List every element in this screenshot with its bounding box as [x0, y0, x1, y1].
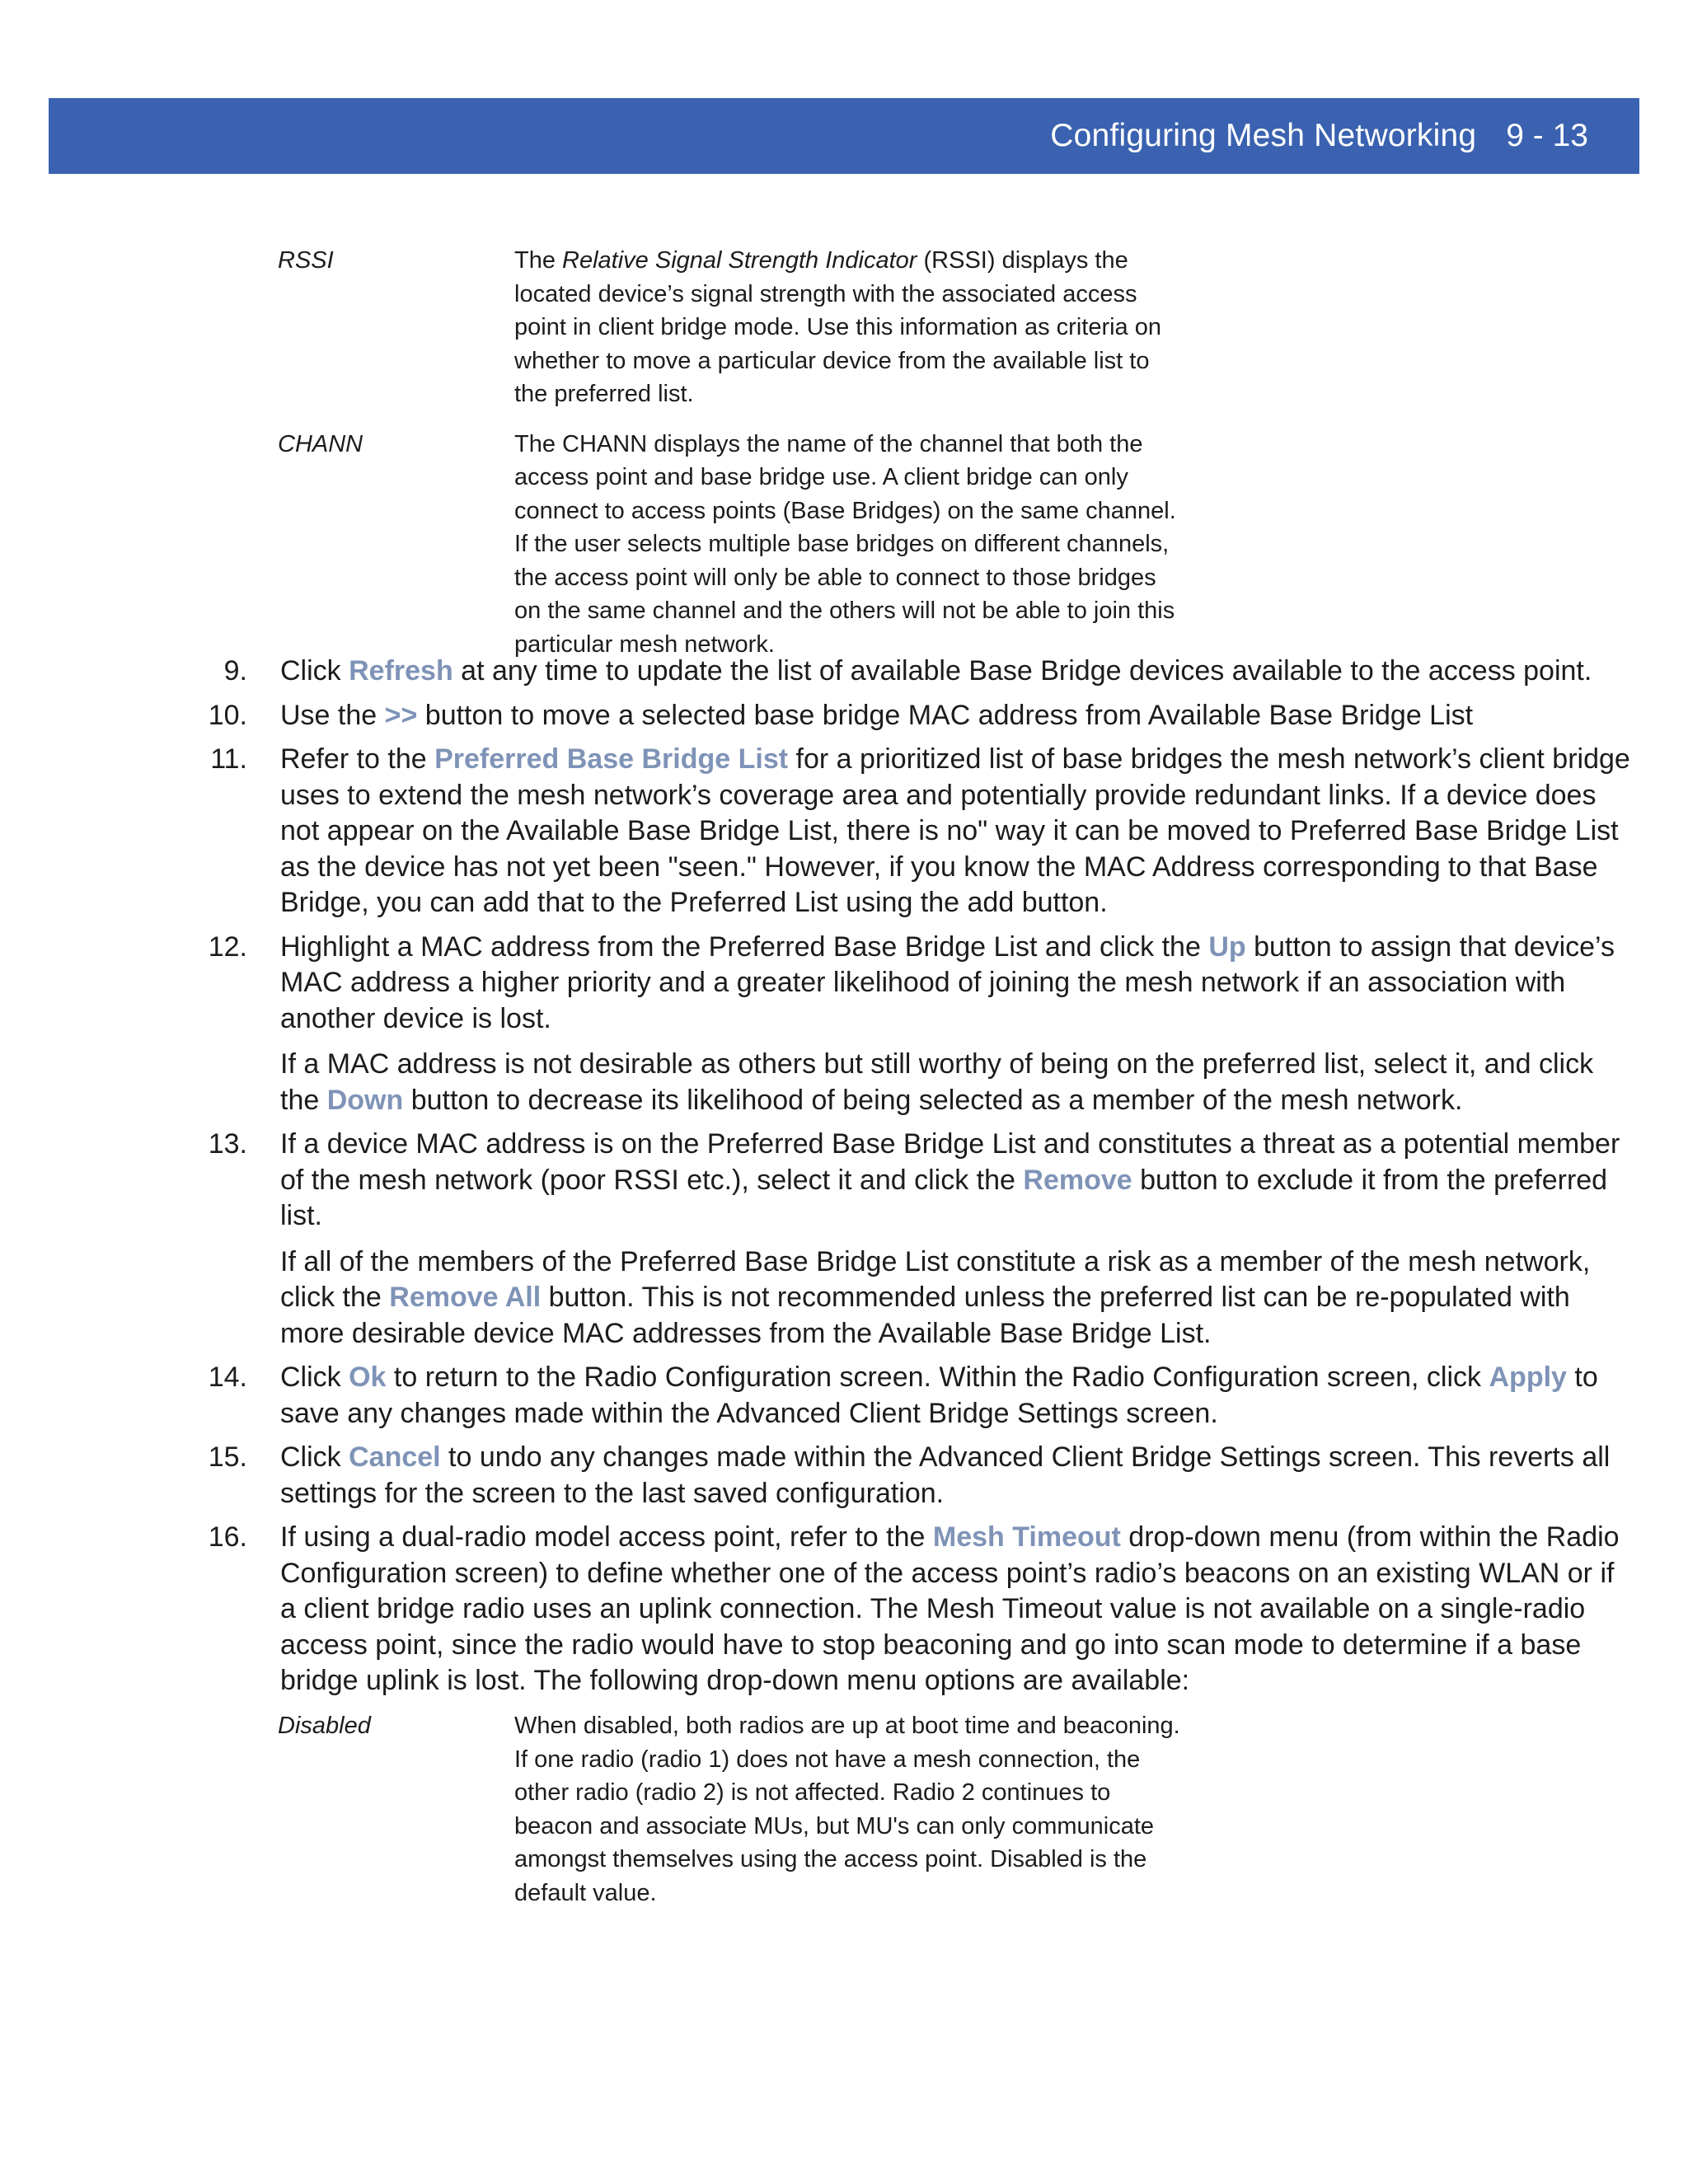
- step-body: [280, 742, 1632, 921]
- ui-term-ok: Ok: [349, 1361, 387, 1393]
- step-paragraph: Click Cancel to undo any changes made within the Advanced Client Bridge Settings screen. This reverts all settings for the screen to the last saved configuration.: [280, 1441, 1611, 1509]
- definition-term: CHANN: [278, 430, 363, 457]
- ui-term-apply: Apply: [1489, 1361, 1567, 1393]
- definition-term: RSSI: [278, 247, 334, 274]
- step-item: [198, 1440, 1611, 1511]
- ui-term-down: Down: [326, 1084, 404, 1116]
- definition-description: When disabled, both radios are up at boot time and beaconing. If one radio (radio 1) does not have a mesh connection, the other radio (radio 2) is not affected. Radio 2 continues to beacon and associate MUs, but MU's can only communicate amongst themselves using the access point. Disabled is the default value.: [514, 1713, 1180, 1906]
- step-body: [280, 654, 1632, 690]
- definition-description: The CHANN displays the name of the channel that both the access point and base bridge use. A client bridge can only connect to access points (Base Bridges) on the same channel. If the user selects multiple base bridges on different channels, the access point will only be able to connect to those bridges on the same channel and the others will not be able to join this particular mesh network.: [514, 430, 1176, 658]
- definition-table-top: [278, 244, 1184, 677]
- ui-term-: >>: [384, 699, 418, 731]
- step-number: 11.: [210, 743, 247, 775]
- ui-term-preferred-base-bridge-list: Preferred Base Bridge List: [434, 743, 789, 775]
- emphasis-text: Relative Signal Strength Indicator: [562, 247, 917, 274]
- ui-term-refresh: Refresh: [349, 655, 453, 687]
- definition-row: [278, 244, 1184, 411]
- step-body: [280, 930, 1632, 1119]
- step-paragraph: Click Ok to return to the Radio Configuration screen. Within the Radio Configuration screen, click Apply to save any changes made within the Advanced Client Bridge Settings screen.: [280, 1361, 1598, 1429]
- step-body: [280, 1127, 1632, 1352]
- step-item: [198, 698, 1582, 734]
- step-body: [280, 1440, 1632, 1511]
- step-paragraph: Use the >> button to move a selected base bridge MAC address from Available Base Bridge List: [280, 699, 1474, 731]
- step-number: 10.: [208, 699, 247, 731]
- ui-term-remove: Remove: [1023, 1164, 1132, 1196]
- step-number: 13.: [208, 1128, 247, 1160]
- step-item: [198, 1127, 1620, 1352]
- step-item: [198, 1360, 1598, 1432]
- page-number: 9 - 13: [1506, 118, 1588, 153]
- step-paragraph: If all of the members of the Preferred Base Bridge List constitute a risk as a member of the mesh network, click the Remove All button. This is not recommended unless the preferred list can be re-populated with more desirable device MAC addresses from the Available Base Bridge List.: [280, 1245, 1591, 1349]
- step-number: 14.: [208, 1361, 247, 1393]
- step-paragraph: If a MAC address is not desirable as others but still worthy of being on the preferred list, select it, and click the Down button to decrease its likelihood of being selected as a member of the mesh network.: [280, 1048, 1594, 1116]
- step-paragraph: Refer to the Preferred Base Bridge List for a prioritized list of base bridges the mesh network’s client bridge uses to extend the mesh network’s coverage area and potentially provide redundant links. If a device does not appear on the Available Base Bridge List, there is no" way it can be moved to Preferred Base Bridge List as the device has not yet been "seen." However, if you know the MAC Address corresponding to that Base Bridge, you can add that to the Preferred List using the add button.: [280, 743, 1630, 918]
- step-item: [198, 930, 1615, 1119]
- definition-row: [278, 428, 1184, 662]
- ui-term-up: Up: [1208, 930, 1246, 963]
- step-number: 12.: [208, 930, 247, 963]
- ui-term-mesh-timeout: Mesh Timeout: [932, 1521, 1121, 1553]
- step-paragraph: Highlight a MAC address from the Preferred Base Bridge List and click the Up button to assign that device’s MAC address a higher priority and a greater likelihood of joining the mesh network if an association with another device is lost.: [280, 930, 1615, 1034]
- step-item: [198, 654, 1592, 690]
- step-paragraph: If a device MAC address is on the Preferred Base Bridge List and constitutes a threat as a potential member of the mesh network (poor RSSI etc.), select it and click the Remove button to exclude it from the preferred list.: [280, 1128, 1620, 1231]
- ui-term-remove-all: Remove All: [389, 1282, 542, 1313]
- definition-row: [278, 1709, 1184, 1910]
- step-item: [198, 742, 1630, 921]
- step-body: [280, 698, 1632, 734]
- step-body: [280, 1520, 1632, 1699]
- definition-term: Disabled: [278, 1713, 371, 1739]
- definition-description: The Relative Signal Strength Indicator (RSSI) displays the located device’s signal strength with the associated access point in client bridge mode. Use this information as criteria on whether to move a particular device from the available list to the preferred list.: [514, 247, 1161, 407]
- definition-table-bottom: [278, 1709, 1184, 1926]
- step-number: 9.: [223, 655, 247, 687]
- ui-term-cancel: Cancel: [349, 1441, 441, 1473]
- step-number: 15.: [208, 1441, 247, 1473]
- step-item: [198, 1520, 1620, 1699]
- step-body: [280, 1360, 1632, 1432]
- step-number: 16.: [208, 1521, 247, 1553]
- step-paragraph: If using a dual-radio model access point, refer to the Mesh Timeout drop-down menu (from within the Radio Configuration screen) to define whether one of the access point’s radio’s beacons on an existing WLAN or if a client bridge radio uses an uplink connection. The Mesh Timeout value is not available on a single-radio access point, since the radio would have to stop beaconing and go into scan mode to determine if a base bridge uplink is lost. The following drop-down menu options are available:: [280, 1521, 1620, 1696]
- chapter-title: Configuring Mesh Networking: [1050, 118, 1477, 153]
- step-paragraph: Click Refresh at any time to update the list of available Base Bridge devices available to the access point.: [280, 655, 1592, 687]
- procedure-steps: [198, 654, 1630, 1708]
- page-header-bar: [49, 98, 1639, 174]
